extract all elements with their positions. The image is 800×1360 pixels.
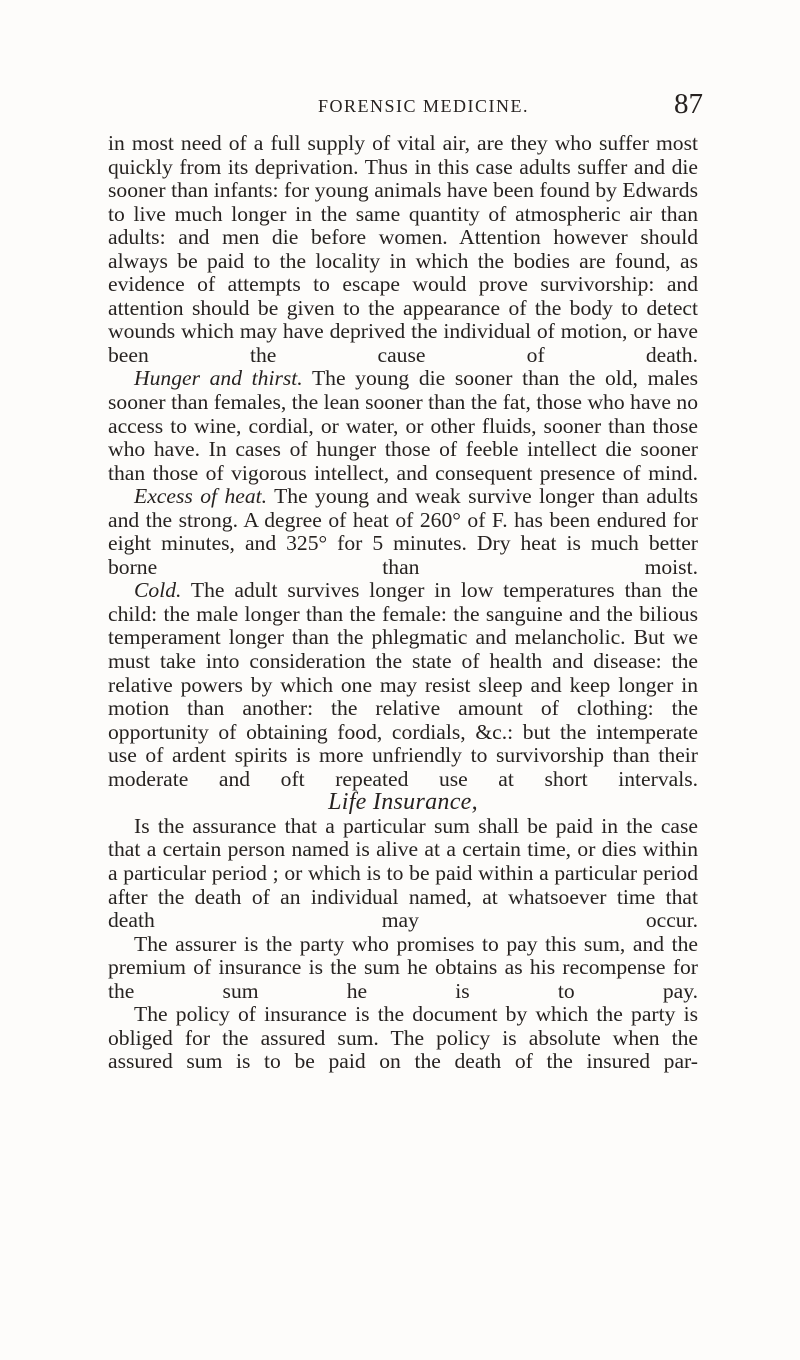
- hunger-thirst-text: The young die sooner than the old, males sooner than females, the lean sooner than the fat, those who have no access to wine, cordial, or water, or other fluids, sooner than those who have. In cases of hunger those of feeble intellect die sooner than those of vigorous intellect, and consequent presence of mind.: [108, 366, 698, 485]
- section-title-life-insurance: Life Insurance,: [328, 789, 478, 816]
- cold-heading: Cold.: [134, 578, 182, 603]
- paragraph-policy: The policy of insurance is the document by which the party is obliged for the assured sum. The policy is absolute when the assured sum is to be paid on the death of the insured par-: [108, 1002, 698, 1074]
- excess-heat-heading: Excess of heat.: [134, 484, 268, 509]
- paragraph-cold: [108, 579, 698, 791]
- page-body: [108, 132, 698, 1074]
- paragraph-excess-heat: [108, 485, 698, 579]
- cold-text: The adult survives longer in low temperatures than the child: the male longer than the female: the sanguine and the bilious temperament longer than the phlegmatic and melancholic. But we must take into consideration the state of health and disease: the relative powers by which one may resist sleep and keep longer in motion than another: the relative amount of clothing: the opportunity of obtaining food, cordials, &c.: but the intemperate use of ardent spirits is more unfriendly to survivorship than their moderate and oft repeated use at short intervals.: [108, 578, 698, 791]
- excess-heat-text: The young and weak survive longer than adults and the strong. A degree of heat of 260° of F. has been endured for eight minutes, and 325° for 5 minutes. Dry heat is much better borne than moist.: [108, 484, 699, 579]
- running-title: FORENSIC MEDICINE.: [318, 96, 530, 116]
- paragraph-drowning-continued: in most need of a full supply of vital air, are they who suffer most quickly from its deprivation. Thus in this case adults suffer and die sooner than infants: for young animals have been found by Edwards to live much longer in the same quantity of atmospheric air than adults: and men die before women. Attention however should always be paid to the locality in which the bodies are found, as evidence of attempts to escape would prove survivorship: and attention should be given to the appearance of the body to detect wounds which may have deprived the individual of motion, or have been the cause of death.: [108, 131, 698, 367]
- paragraph-assurer-premium: The assurer is the party who promises to pay this sum, and the premium of insurance is the sum he obtains as his recompense for the sum he is to pay.: [108, 931, 698, 1003]
- hunger-thirst-heading: Hunger and thirst.: [134, 366, 303, 391]
- paragraph-hunger-thirst: [108, 367, 698, 485]
- page-number: 87: [674, 88, 703, 120]
- paragraph-insurance-definition: Is the assurance that a particular sum shall be paid in the case that a certain person named is alive at a certain time, or dies within a particular period ; or which is to be paid within a particular period after the death of an individual named, at whatsoever time that death may occur.: [108, 813, 698, 933]
